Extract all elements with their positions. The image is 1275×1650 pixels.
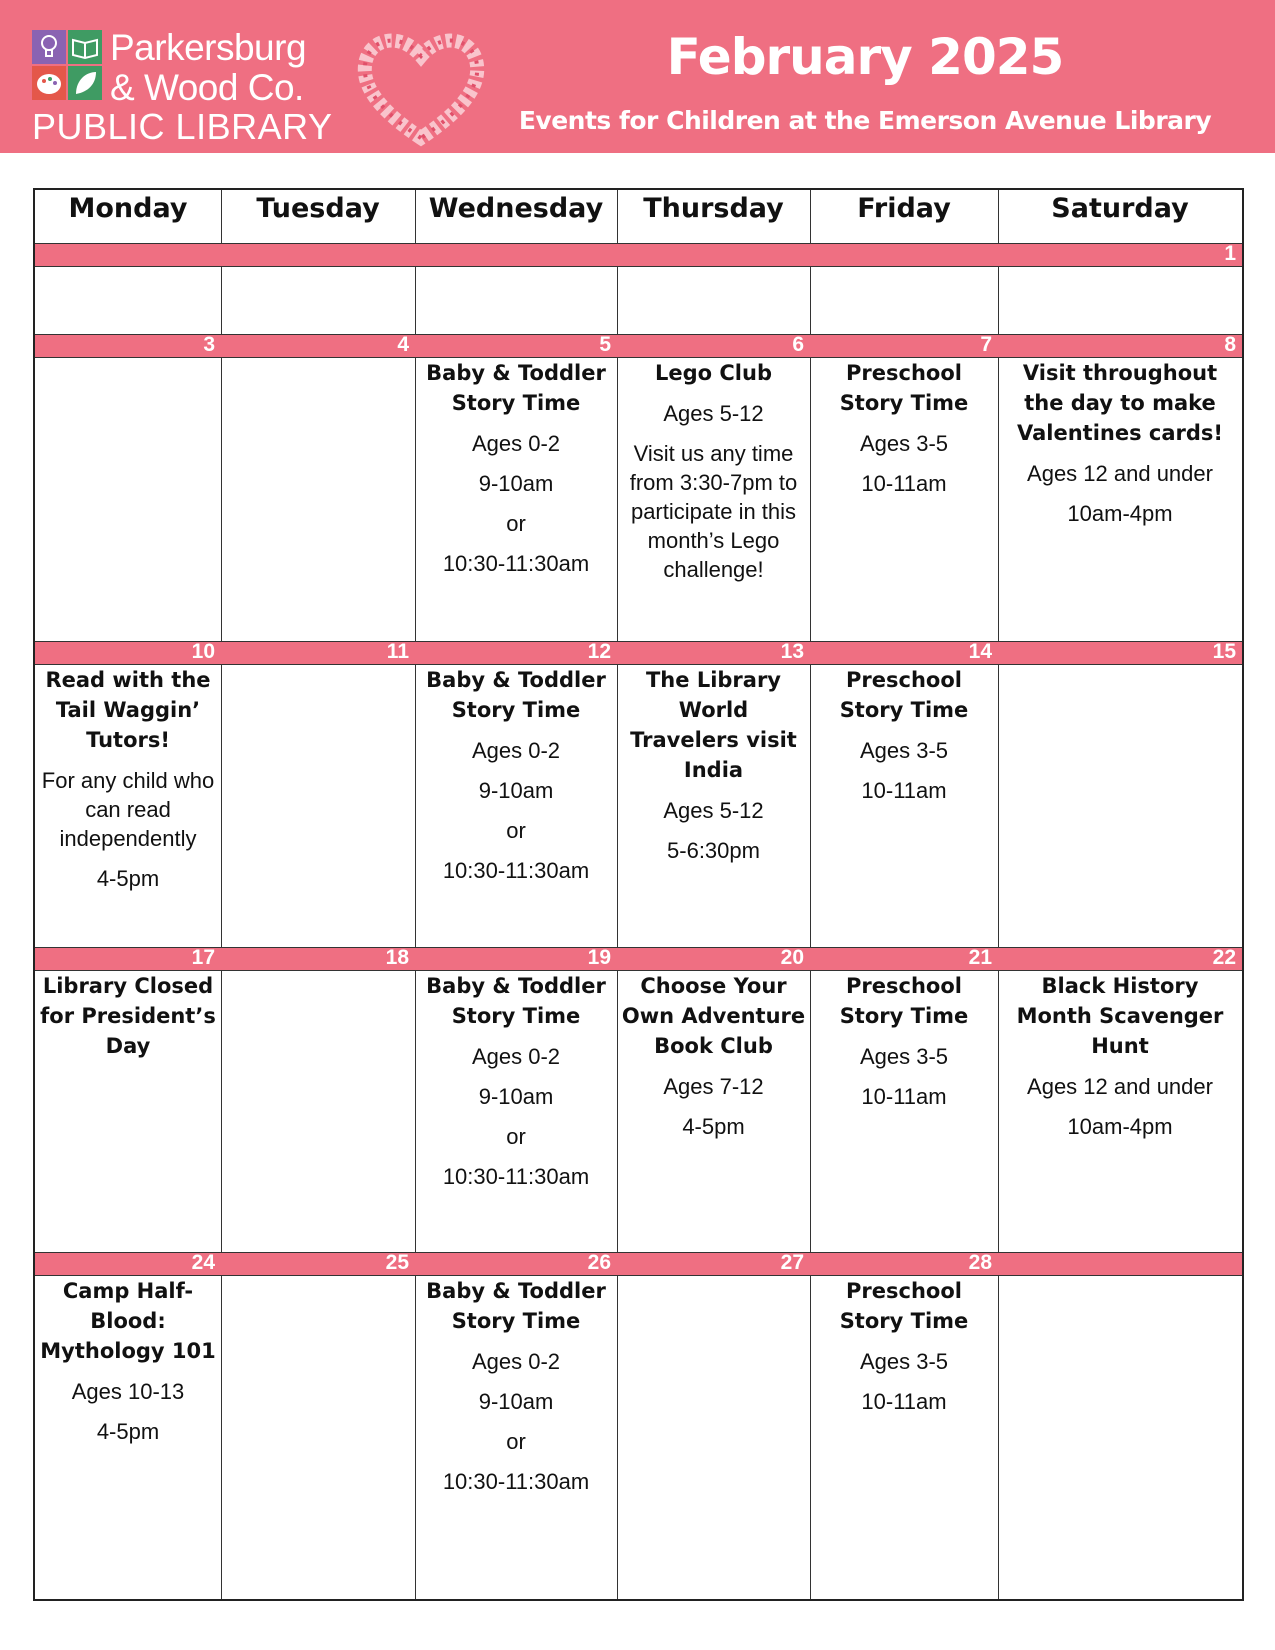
day-cell: [810, 267, 998, 334]
date-number: 1: [1224, 242, 1236, 265]
date-number: 4: [397, 333, 409, 356]
date-number: 24: [191, 1251, 215, 1274]
event-title: The Library World Travelers visit India: [630, 668, 797, 782]
day-cell: [415, 665, 617, 947]
date-number: 25: [385, 1251, 409, 1274]
event-title: Choose Your Own Adventure Book Club: [621, 974, 806, 1058]
day-cell: [617, 1276, 810, 1599]
day-cell: [998, 267, 1242, 334]
logo-line2: & Wood Co.: [110, 67, 304, 108]
date-number: [415, 243, 617, 267]
event-detail: 9-10am: [478, 778, 554, 803]
day-cell: [810, 1276, 998, 1599]
header-banner: [0, 0, 1275, 153]
library-logo: [32, 27, 333, 147]
day-cell: [617, 665, 810, 947]
date-number: 8: [1224, 333, 1236, 356]
weekday-header: Wednesday: [428, 193, 604, 224]
event-detail: 10:30-11:30am: [442, 858, 590, 883]
event-title: Preschool Story Time: [839, 361, 969, 415]
event-title: Lego Club: [655, 361, 772, 385]
day-cell: [35, 267, 221, 334]
date-number: 14: [968, 640, 992, 663]
weekday-header: Thursday: [643, 193, 784, 224]
day-cell: [998, 1276, 1242, 1599]
event-detail: 10am-4pm: [1067, 501, 1173, 526]
event-detail: Ages 0-2: [471, 1044, 561, 1069]
date-number: 5: [599, 333, 611, 356]
day-cell: [617, 267, 810, 334]
day-cell: [810, 971, 998, 1252]
event-title: Black History Month Scavenger Hunt: [1016, 974, 1224, 1058]
event-detail: Ages 3-5: [859, 431, 949, 456]
weekday-header: Tuesday: [256, 193, 380, 224]
event-detail: 9-10am: [478, 1389, 554, 1414]
day-cell: [221, 358, 415, 641]
event-detail: or: [506, 511, 526, 536]
leaf-icon: [68, 66, 102, 100]
date-number: 27: [780, 1251, 804, 1274]
date-number: [998, 1252, 1242, 1276]
date-number: [221, 243, 415, 267]
event-title: Baby & Toddler Story Time: [426, 974, 606, 1028]
day-cell: [810, 665, 998, 947]
day-cell: [617, 358, 810, 641]
event-detail: 5-6:30pm: [667, 838, 760, 863]
event-detail: Ages 3-5: [859, 738, 949, 763]
day-cell: [617, 971, 810, 1252]
day-cell: [810, 358, 998, 641]
event-title: Read with the Tail Waggin’ Tutors!: [45, 668, 211, 752]
date-number: 13: [780, 640, 804, 663]
event-title: Visit throughout the day to make Valentines cards!: [1017, 361, 1223, 445]
date-number: [35, 243, 221, 267]
event-detail: 4-5pm: [96, 866, 160, 891]
event-detail: or: [506, 1429, 526, 1454]
event-detail: Ages 3-5: [859, 1349, 949, 1374]
weekday-header: Friday: [857, 193, 951, 224]
weekday-header: Saturday: [1051, 193, 1189, 224]
date-number: 19: [587, 946, 611, 969]
day-cell: [35, 1276, 221, 1599]
logo-line1: Parkersburg: [110, 27, 307, 68]
event-title: Baby & Toddler Story Time: [426, 1279, 606, 1333]
date-number: 3: [203, 333, 215, 356]
event-detail: 10-11am: [861, 778, 947, 803]
date-number: 28: [968, 1251, 992, 1274]
date-number: 15: [1212, 640, 1236, 663]
event-detail: 10-11am: [861, 1084, 947, 1109]
event-detail: 4-5pm: [682, 1114, 745, 1139]
lightbulb-icon: [32, 30, 66, 64]
event-detail: Ages 5-12: [663, 798, 764, 823]
day-cell: [221, 267, 415, 334]
day-cell: [35, 358, 221, 641]
date-number: [810, 243, 998, 267]
event-detail: Visit us any time from 3:30-7pm to participate in this month’s Lego challenge!: [629, 441, 798, 582]
event-detail: Ages 12 and under: [1027, 1074, 1213, 1099]
event-detail: For any child who can read independently: [41, 768, 215, 851]
event-title: Baby & Toddler Story Time: [426, 668, 606, 722]
event-title: Baby & Toddler Story Time: [426, 361, 606, 415]
calendar-grid: [33, 188, 1244, 1601]
event-detail: Ages 3-5: [859, 1044, 949, 1069]
book-icon: [68, 30, 102, 64]
date-number: 10: [191, 640, 215, 663]
day-cell: [998, 971, 1242, 1252]
date-number: 26: [587, 1251, 611, 1274]
day-cell: [35, 665, 221, 947]
date-number: 22: [1212, 946, 1236, 969]
event-title: Preschool Story Time: [839, 668, 969, 722]
event-title: Preschool Story Time: [839, 1279, 969, 1333]
day-cell: [221, 665, 415, 947]
date-number: 12: [587, 640, 611, 663]
event-detail: 9-10am: [478, 1084, 554, 1109]
day-cell: [415, 1276, 617, 1599]
event-detail: or: [506, 818, 526, 843]
date-number: 6: [792, 333, 804, 356]
event-detail: Ages 0-2: [471, 738, 561, 763]
date-number: [617, 243, 810, 267]
event-detail: 10am-4pm: [1067, 1114, 1173, 1139]
day-cell: [415, 358, 617, 641]
event-detail: Ages 7-12: [663, 1074, 764, 1099]
weekday-header-row: [35, 190, 1242, 244]
day-cell: [415, 267, 617, 334]
date-number: 7: [980, 333, 992, 356]
event-detail: Ages 12 and under: [1027, 461, 1213, 486]
event-detail: Ages 0-2: [471, 1349, 561, 1374]
day-cell: [998, 665, 1242, 947]
event-title: Library Closed for President’s Day: [40, 974, 216, 1058]
palette-icon: [32, 66, 66, 100]
floral-heart-icon: [356, 28, 486, 148]
event-detail: or: [506, 1124, 526, 1149]
event-detail: 4-5pm: [96, 1419, 160, 1444]
event-detail: 10:30-11:30am: [442, 1164, 590, 1189]
day-cell: [35, 971, 221, 1252]
date-number: 11: [386, 640, 409, 663]
date-number: 18: [385, 946, 409, 969]
page-title: February 2025: [666, 28, 1064, 86]
event-detail: Ages 10-13: [71, 1379, 185, 1404]
event-detail: 9-10am: [478, 471, 554, 496]
page-subtitle: Events for Children at the Emerson Avenue Library: [518, 106, 1212, 135]
event-title: Preschool Story Time: [839, 974, 969, 1028]
event-detail: 10:30-11:30am: [442, 551, 590, 576]
logo-line3: PUBLIC LIBRARY: [32, 106, 333, 147]
day-cell: [221, 971, 415, 1252]
event-detail: 10-11am: [861, 1389, 947, 1414]
date-number: 20: [780, 946, 804, 969]
event-detail: 10:30-11:30am: [442, 1469, 590, 1494]
event-detail: 10-11am: [861, 471, 947, 496]
date-number: 21: [968, 946, 992, 969]
event-detail: Ages 0-2: [471, 431, 561, 456]
day-cell: [415, 971, 617, 1252]
day-cell: [221, 1276, 415, 1599]
logo-name: [110, 28, 306, 108]
weekday-header: Monday: [68, 193, 188, 224]
logo-tiles: [32, 30, 104, 102]
day-cell: [998, 358, 1242, 641]
event-detail: Ages 5-12: [663, 401, 764, 426]
event-title: Camp Half-Blood: Mythology 101: [40, 1279, 216, 1363]
date-number: 17: [191, 946, 215, 969]
